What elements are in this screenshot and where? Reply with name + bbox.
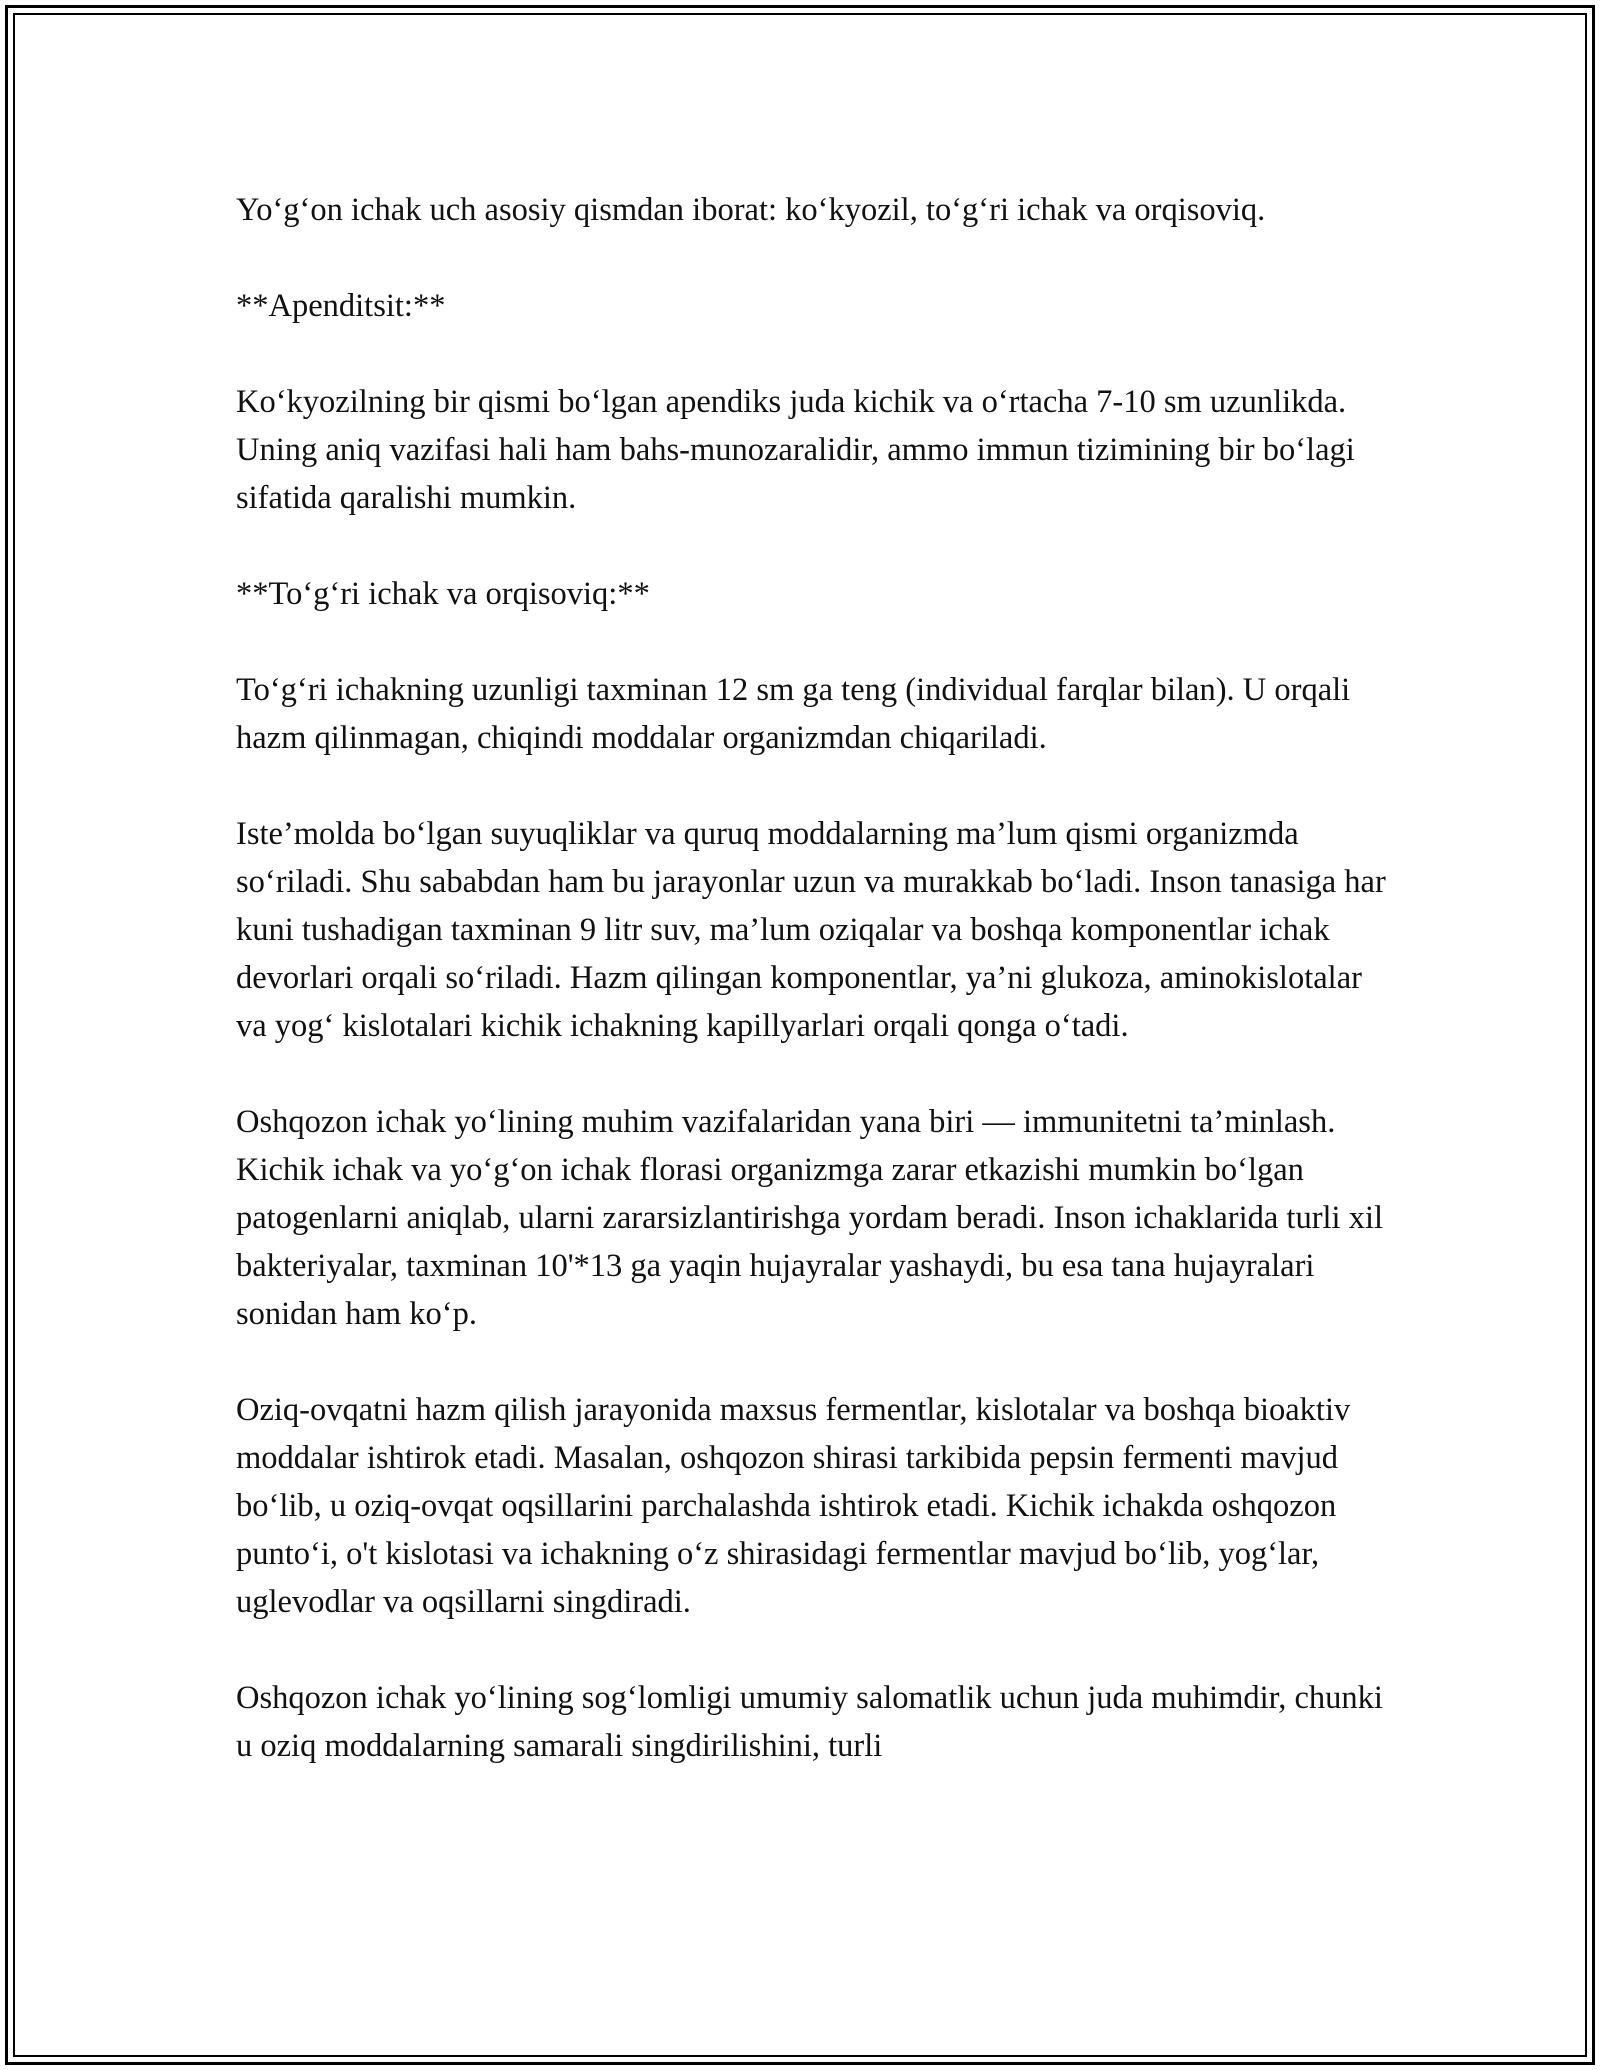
paragraph-enzymes: Oziq-ovqatni hazm qilish jarayonida maxsus fermentlar, kislotalar va boshqa bioaktiv moddalar ishtirok etadi. Masalan, oshqozon shirasi tarkibida pepsin fermenti mavjud bo‘lib, u oziq-ovqat oqsillarini parchalashda ishtirok etadi. Kichik ichakda oshqozon punto‘i, o't kislotasi va ichakning o‘z shirasidagi fermentlar mavjud bo‘lib, yog‘lar, uglevodlar va oqsillarni singdiradi.: [236, 1392, 1351, 1620]
paragraph-immunity: Oshqozon ichak yo‘lining muhim vazifalaridan yana biri — immunitetni ta’minlash. Kichik ichak va yo‘g‘on ichak florasi organizmga zarar etkazishi mumkin bo‘lgan patogenlarni aniqlab, ularni zararsizlantirishga yordam beradi. Inson ichaklarida turli xil bakteriyalar, taxminan 10'*13 ga yaqin hujayralar yashaydi, bu esa tana hujayralari sonidan ham ko‘p.: [236, 1104, 1384, 1332]
heading-apenditsit: **Apenditsit:**: [236, 288, 446, 324]
paragraph-health: Oshqozon ichak yo‘lining sog‘lomligi umumiy salomatlik uchun juda muhimdir, chunki u oziq moddalarning samarali singdirilishini, turli: [236, 1680, 1383, 1764]
paragraph-appendix: Ko‘kyozilning bir qismi bo‘lgan apendiks juda kichik va o‘rtacha 7-10 sm uzunlikda. Uning aniq vazifasi hali ham bahs-munozaralidir, ammo immun tizimining bir bo‘lagi sifatida qaralishi mumkin.: [236, 384, 1355, 516]
heading-rectum: **To‘g‘ri ichak va orqisoviq:**: [236, 576, 650, 612]
document-body: [236, 186, 1396, 1770]
paragraph-rectum: To‘g‘ri ichakning uzunligi taxminan 12 sm ga teng (individual farqlar bilan). U orqali hazm qilinmagan, chiqindi moddalar organizmdan chiqariladi.: [236, 672, 1351, 756]
paragraph-absorption: Iste’molda bo‘lgan suyuqliklar va quruq moddalarning ma’lum qismi organizmda so‘riladi. Shu sababdan ham bu jarayonlar uzun va murakkab bo‘ladi. Inson tanasiga har kuni tushadigan taxminan 9 litr suv, ma’lum oziqalar va boshqa komponentlar ichak devorlari orqali so‘riladi. Hazm qilingan komponentlar, ya’ni glukoza, aminokislotalar va yog‘ kislotalari kichik ichakning kapillyarlari orqali qonga o‘tadi.: [236, 816, 1386, 1044]
paragraph-intro: Yo‘g‘on ichak uch asosiy qismdan iborat: ko‘kyozil, to‘g‘ri ichak va orqisoviq.: [236, 192, 1266, 228]
